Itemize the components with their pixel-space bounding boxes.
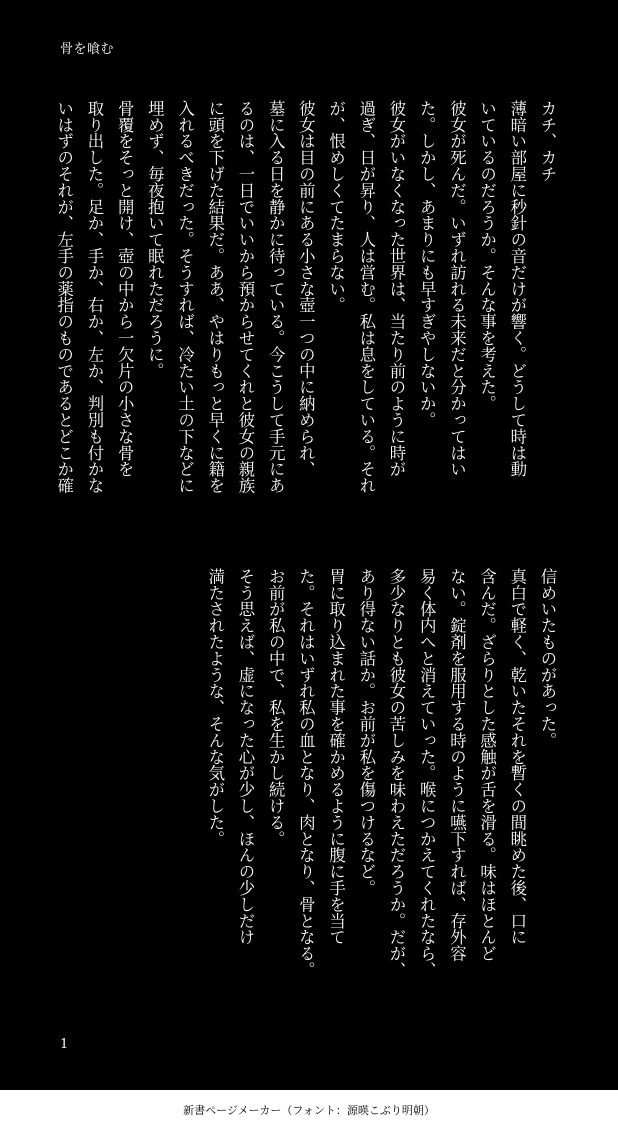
body-text-upper-block: カチ、カチ 薄暗い部屋に秒針の音だけが響く。どうして時は動 いているのだろうか。そんな事を考えた。 彼女が死んだ。いずれ訪れる未来だと分かってはい た。しかし、あまりにも早すぎやしないか。 彼女がいなくなった世界は、当たり前のように時が 過ぎ、日が昇り、人は営む。私は息をしている。それ が、恨めしくてたまらない。 彼女は目の前にある小さな壺一つの中に納められ、 墓に入る日を静かに待っている。今こうして手元にあ るのは、一日でいいから預からせてくれと彼女の親族 に頭を下げた結果だ。ああ、やはりもっと早くに籍を 入れるべきだった。そうすれば、冷たい土の下などに 埋めず、毎夜抱いて眠れただろうに。 骨覆をそっと開け、壺の中から一欠片の小さな骨を 取り出した。足か、手か、右か、左か、判別も付かな いはずのそれが、左手の薬指のものであるとどこか確 <box>54 100 557 494</box>
body-text-lower-block: 信めいたものがあった。 真白で軽く、乾いたそれを暫くの間眺めた後、口に 含んだ。ざらりとした感触が舌を滑る。味はほとんど ない。錠剤を服用する時のように嚥下すれば、存外容 易く体内へと消えていった。喉につかえてくれたなら、 多少なりとも彼女の苦しみを味わえただろうか。だが、 あり得ない話か。お前が私を傷つけるなど。 胃に取り込まれた事を確かめるように腹に手を当て た。それはいずれ私の血となり、肉となり、骨となる。 お前が私の中で、私を生かし続ける。 そう思えば、虚になった心が少し、ほんの少しだけ 満たされたような、そんな気がした。 <box>205 568 557 978</box>
page-number: 1 <box>60 1037 69 1052</box>
generator-credit: 新書ページメーカー（フォント：源暎こぶり明朝） <box>0 1090 618 1132</box>
running-header-title: 骨を喰む <box>60 42 115 57</box>
